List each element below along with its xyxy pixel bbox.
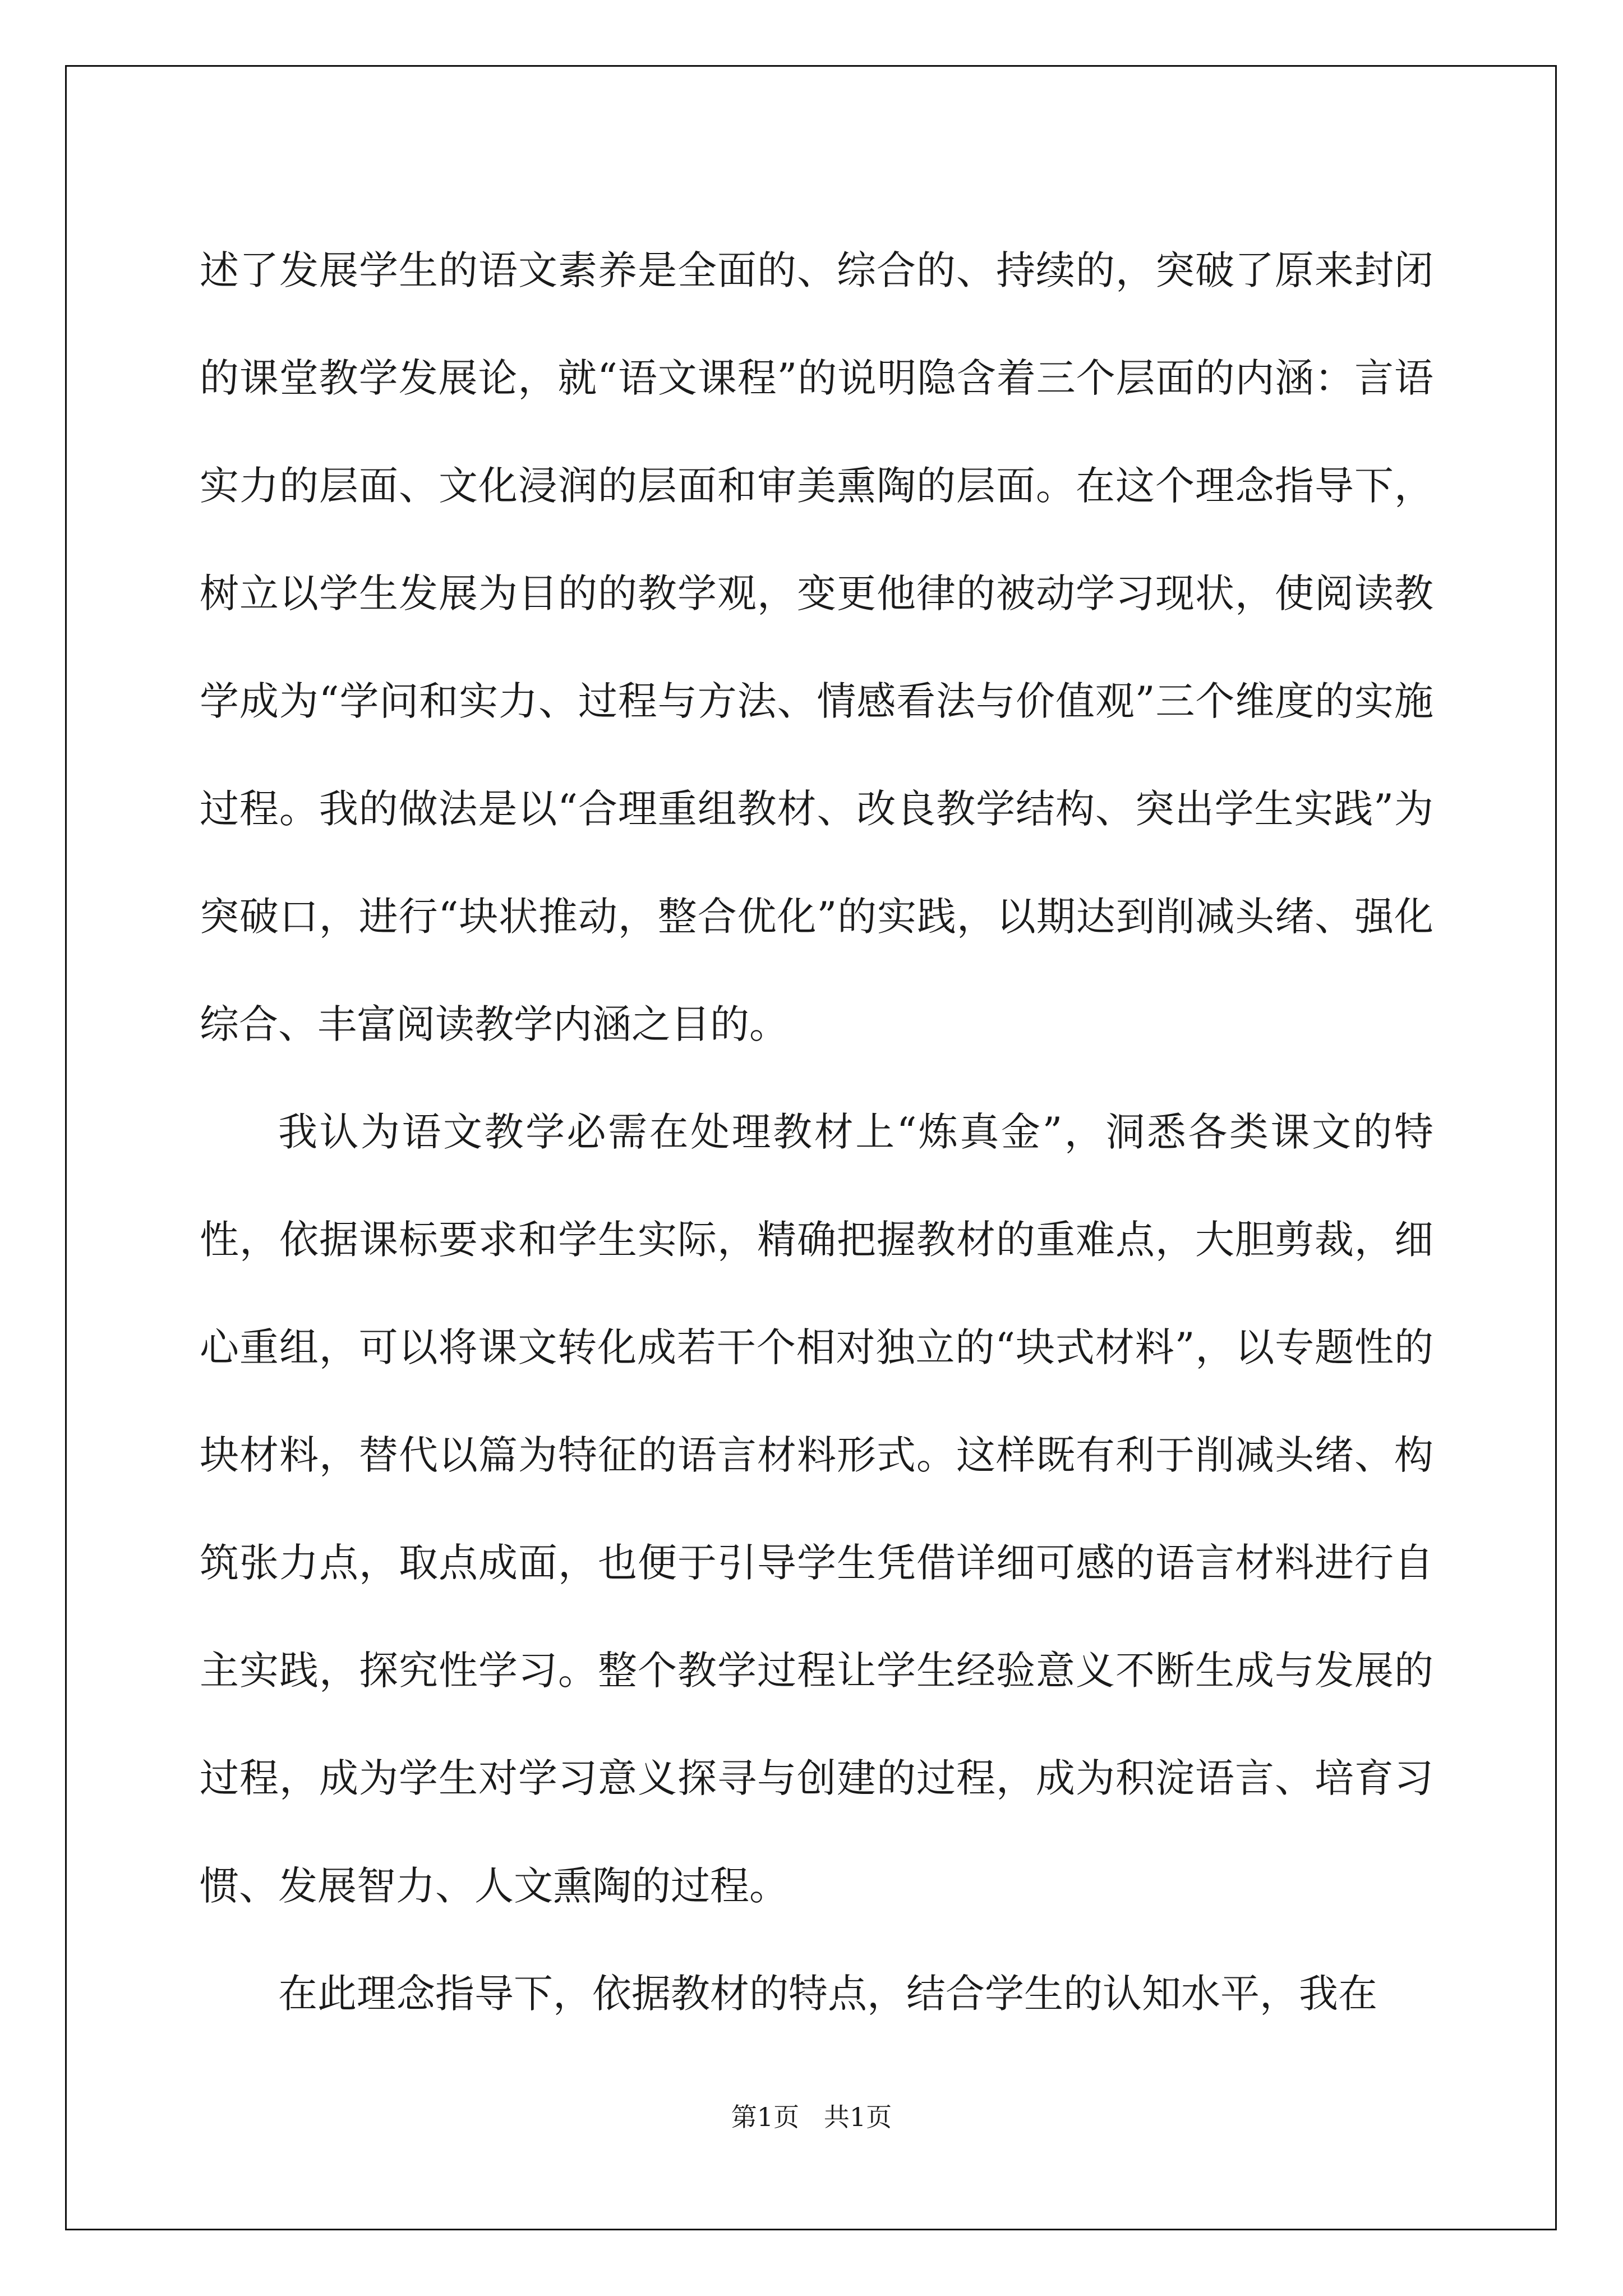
document-body: [200, 217, 1433, 2047]
paragraph-3: 在此理念指导下，依据教材的特点，结合学生的认知水平，我在: [278, 1971, 1377, 2017]
paragraph-2: 我认为语文教学必需在处理教材上“炼真金”，洞悉各类课文的特性，依据课标要求和学生实际，精确把握教材的重难点，大胆剪裁，细心重组，可以将课文转化成若干个相对独立的“块式材料”，以专题性的块材料，替代以篇为特征的语言材料形式。这样既有利于削减头绪、构筑张力点，取点成面，也便于引导学生凭借详细可感的语言材料进行自主实践，探究性学习。整个教学过程让学生经验意义不断生成与发展的过程，成为学生对学习意义探寻与创建的过程，成为积淀语言、培育习惯、发展智力、人文熏陶的过程。: [200, 1109, 1433, 1909]
paragraph-1: 述了发展学生的语文素养是全面的、综合的、持续的，突破了原来封闭的课堂教学发展论，就“语文课程”的说明隐含着三个层面的内涵：言语实力的层面、文化浸润的层面和审美熏陶的层面。在这个理念指导下，树立以学生发展为目的的教学观，变更他律的被动学习现状，使阅读教学成为“学问和实力、过程与方法、情感看法与价值观”三个维度的实施过程。我的做法是以“合理重组教材、改良教学结构、突出学生实践”为突破口，进行“块状推动，整合优化”的实践，以期达到削减头绪、强化综合、丰富阅读教学内涵之目的。: [200, 247, 1433, 1047]
page-footer: 第1页 共1页: [731, 2102, 892, 2132]
